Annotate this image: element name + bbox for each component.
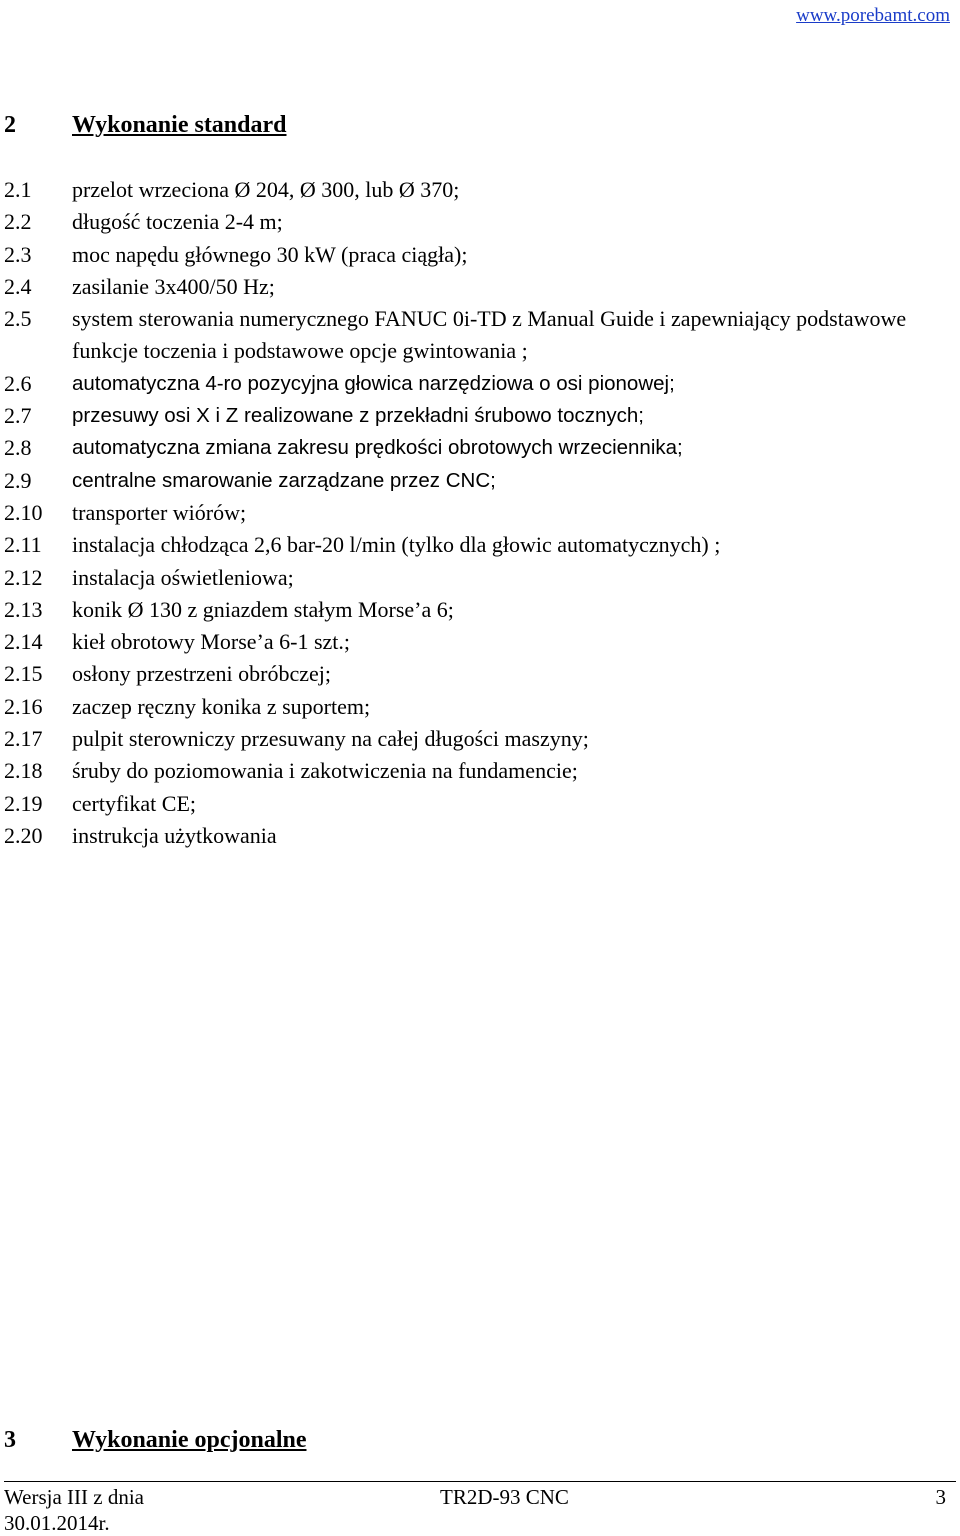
- list-item: 2.12 instalacja oświetleniowa;: [4, 564, 294, 590]
- list-item: 2.11 instalacja chłodząca 2,6 bar-20 l/min (tylko dla głowic automatycznych) ;: [4, 532, 721, 558]
- list-item: 2.10 transporter wiórów;: [4, 499, 247, 525]
- footer-date: 30.01.2014r.: [4, 1511, 110, 1535]
- website-link[interactable]: www.porebamt.com: [796, 5, 950, 26]
- list-item: 2.20 instrukcja użytkowania: [4, 822, 277, 848]
- list-item: 2.16 zaczep ręczny konika z suportem;: [4, 693, 371, 719]
- section-number: 2: [4, 112, 16, 138]
- section-title: Wykonanie standard: [72, 112, 287, 138]
- footer-model: TR2D-93 CNC: [440, 1485, 569, 1509]
- list-item: 2.1 przelot wrzeciona Ø 204, Ø 300, lub Ø 370;: [4, 177, 460, 202]
- list-item: 2.17 pulpit sterowniczy przesuwany na całej długości maszyny;: [4, 726, 589, 752]
- list-item: 2.9 centralne smarowanie zarządzane przez CNC;: [4, 467, 496, 493]
- list-item: 2.18 śruby do poziomowania i zakotwiczenia na fundamencie;: [4, 758, 578, 784]
- list-item: 2.15 osłony przestrzeni obróbczej;: [4, 661, 332, 687]
- list-item: 2.3 moc napędu głównego 30 kW (praca ciągła);: [4, 241, 468, 267]
- list-item: 2.8 automatyczna zmiana zakresu prędkości obrotowych wrzeciennika;: [4, 435, 683, 461]
- section-heading-optional: [4, 1427, 306, 1454]
- list-item: 2.6 automatyczna 4-ro pozycyjna głowica narzędziowa o osi pionowej;: [4, 370, 675, 396]
- list-item: 2.7 przesuwy osi X i Z realizowane z przekładni śrubowo tocznych;: [4, 403, 644, 429]
- list-item: 2.2 długość toczenia 2-4 m;: [4, 209, 283, 235]
- section-heading-standard: [4, 112, 287, 139]
- page-number: 3: [935, 1485, 946, 1509]
- list-item: 2.5 system sterowania numerycznego FANUC 0i-TD z Manual Guide i zapewniający podstawowe funkcje toczenia i podstawowe opcje gwintowania ;: [4, 306, 907, 364]
- list-item: 2.14 kieł obrotowy Morse’a 6-1 szt.;: [4, 629, 350, 655]
- section-number: 3: [4, 1427, 16, 1453]
- section-title: Wykonanie opcjonalne: [72, 1427, 307, 1453]
- list-item: 2.4 zasilanie 3x400/50 Hz;: [4, 273, 275, 299]
- list-item: 2.19 certyfikat CE;: [4, 790, 197, 816]
- standard-equipment-list: [4, 174, 960, 852]
- footer-version: Wersja III z dnia: [4, 1485, 144, 1509]
- list-item: 2.13 konik Ø 130 z gniazdem stałym Morse’a 6;: [4, 596, 454, 622]
- footer-divider: [4, 1481, 956, 1482]
